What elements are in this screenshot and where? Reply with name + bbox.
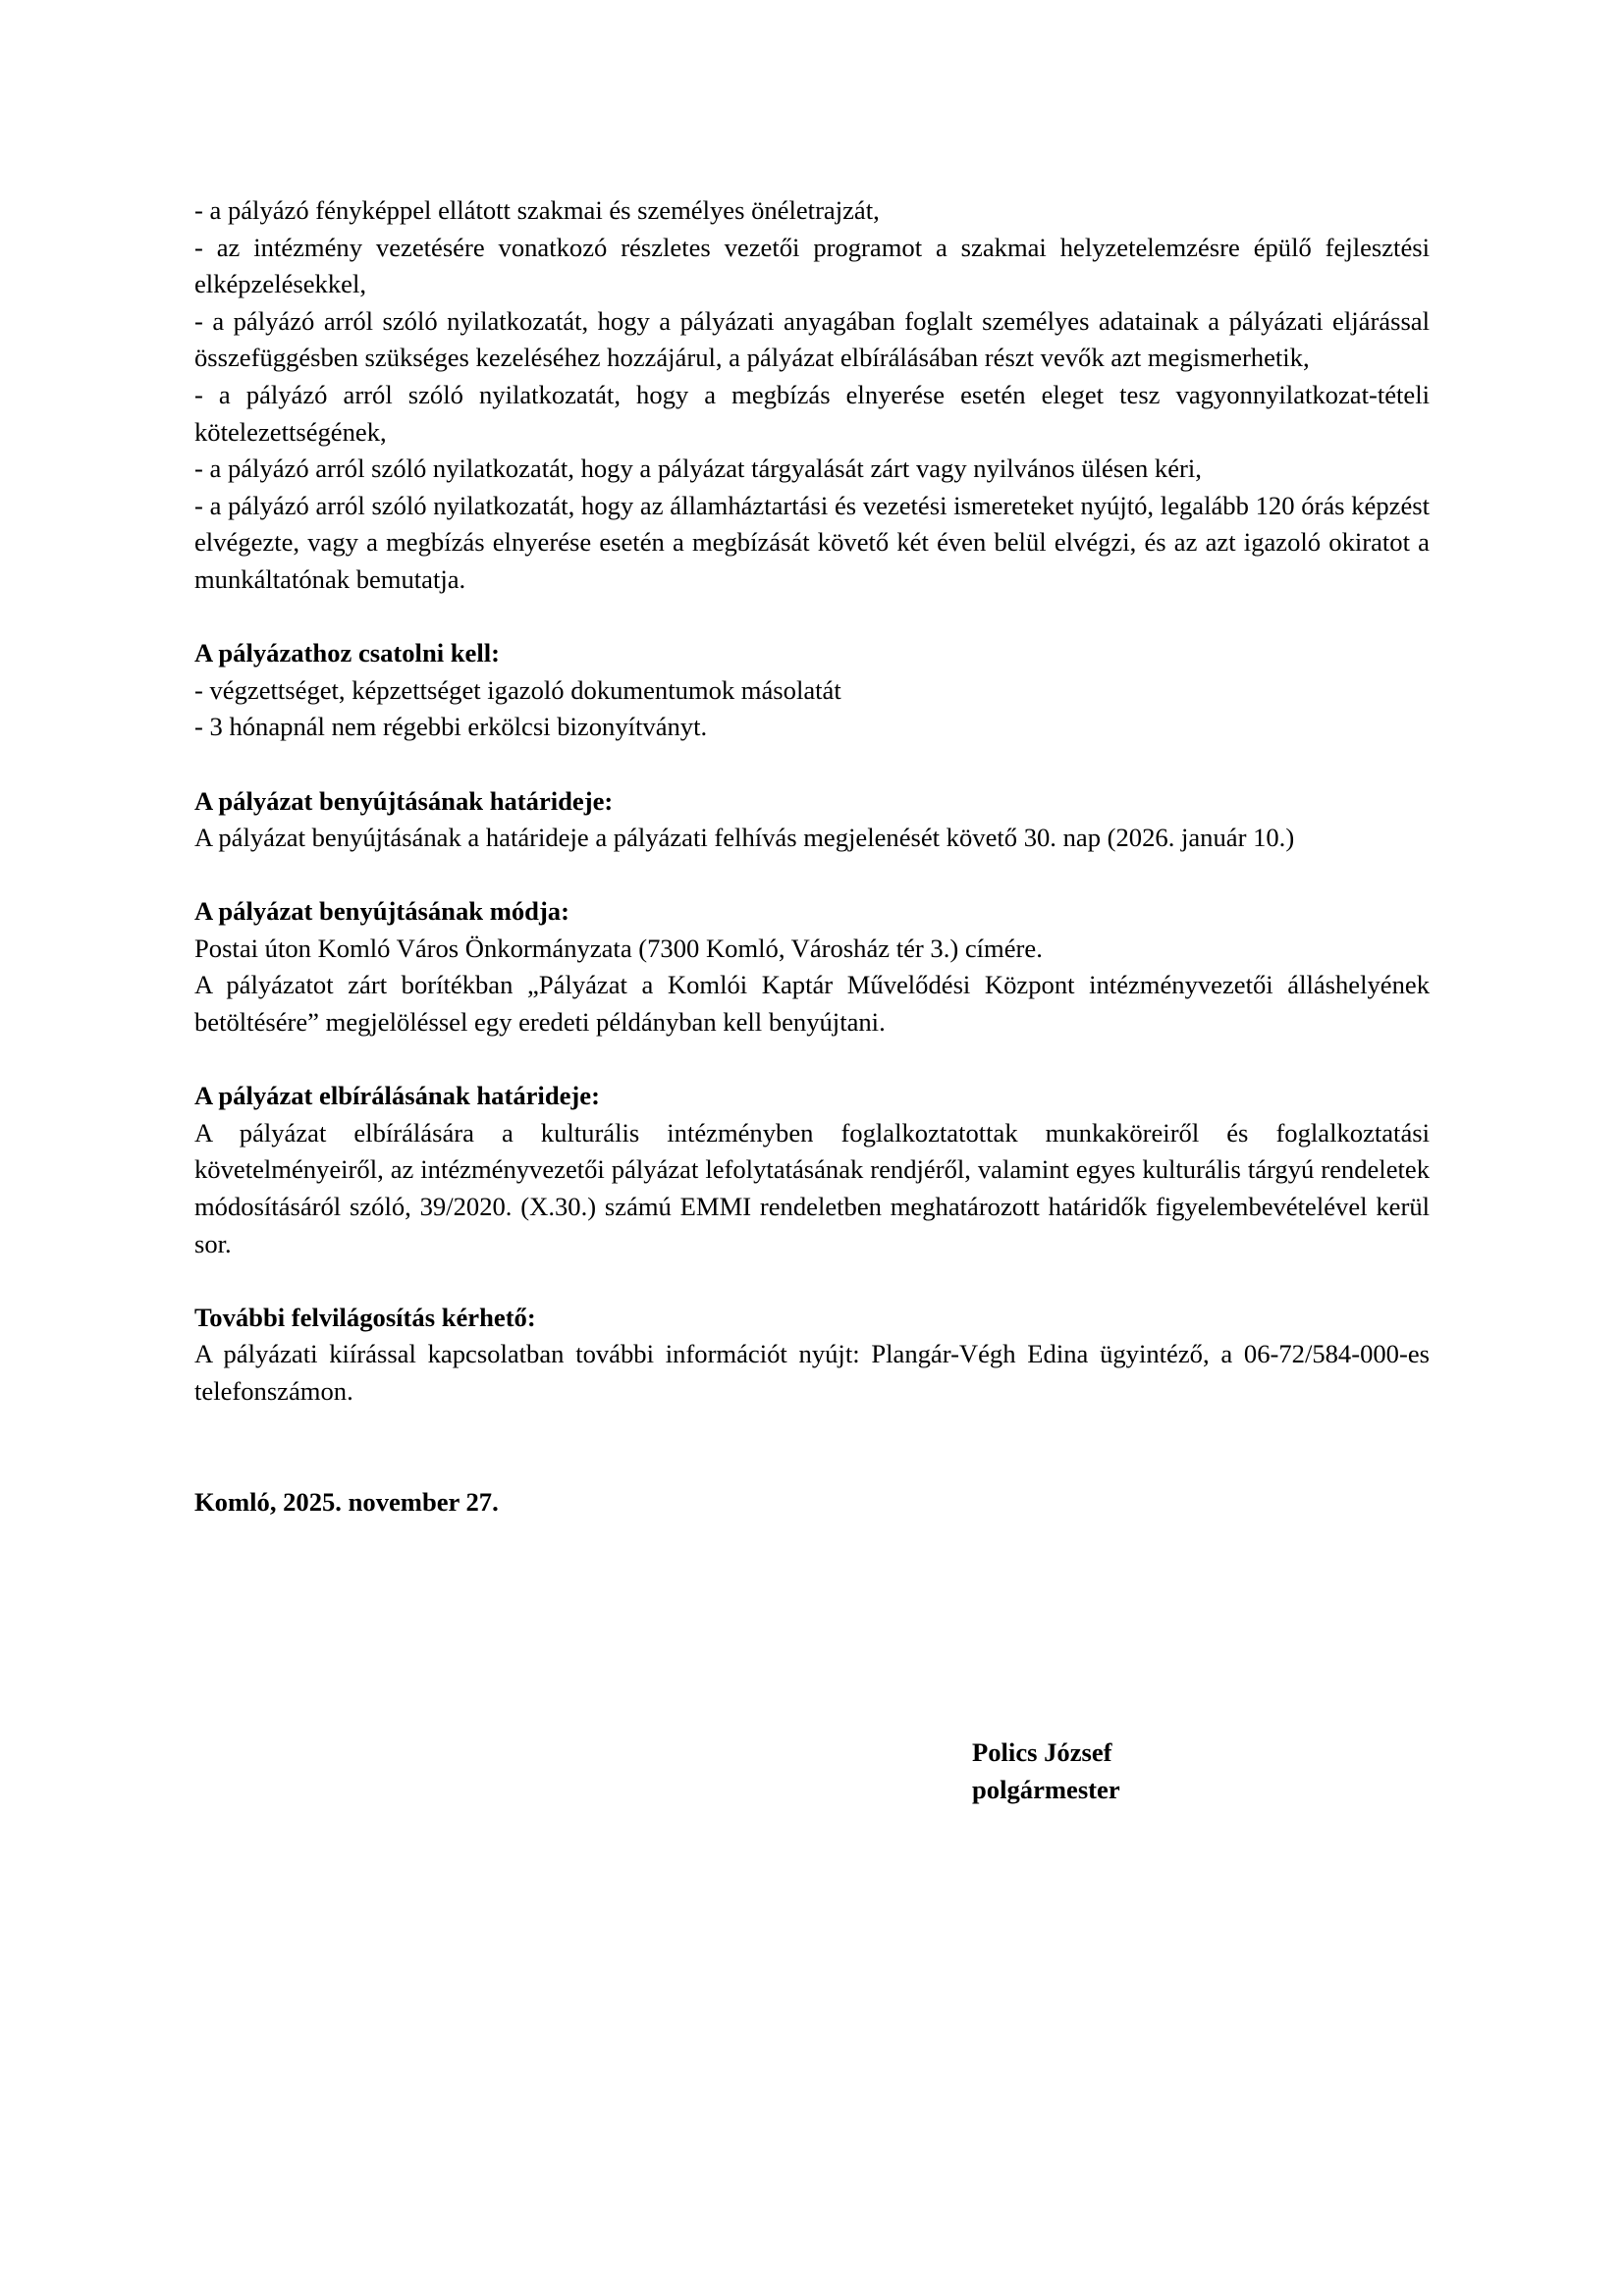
requirement-item: - a pályázó arról szóló nyilatkozatát, hogy az államháztartási és vezetési ismereteket nyújtó, legalább 120 órás képzést elvégezte, vagy a megbízás elnyerése esetén a megbízását követő két éven belül elvégzi, és az azt igazoló okiratot a munkáltatónak bemutatja. [194,490,1430,594]
section-text: A pályázatot zárt borítékban „Pályázat a Komlói Kaptár Művelődési Központ intézményvezetői álláshelyének betöltésére” megjelöléssel egy eredeti példányban kell benyújtani. [194,970,1430,1038]
submission-method-section [194,893,1430,1041]
spacer [194,746,1430,783]
section-heading: A pályázat elbírálásának határideje: [194,1081,600,1111]
attachments-section [194,635,1430,746]
further-info-section [194,1300,1430,1411]
requirement-item: - a pályázó arról szóló nyilatkozatát, hogy a megbízás elnyerése esetén eleget tesz vagyonnyilatkozat-tételi kötelezettségének, [194,379,1430,447]
spacer [194,857,1430,894]
section-text: A pályázat elbírálására a kulturális intézményben foglalkoztatottak munkaköreiről és foglalkoztatási követelményeiről, az intézményvezetői pályázat lefolytatásának rendjéről, valamint egyes kulturális tárgyú rendeletek módosításáról szóló, 39/2020. (X.30.) számú EMMI rendeletben meghatározott határidők figyelembevételével kerül sor. [194,1117,1430,1258]
signature-block [972,1735,1120,1808]
submission-deadline-section [194,783,1430,857]
requirement-item: - az intézmény vezetésére vonatkozó részletes vezetői programot a szakmai helyzetelemzésre épülő fejlesztési elképzelésekkel, [194,232,1430,299]
section-heading: A pályázathoz csatolni kell: [194,638,500,668]
evaluation-deadline-section [194,1078,1430,1262]
requirement-item: - a pályázó arról szóló nyilatkozatát, hogy a pályázat tárgyalását zárt vagy nyilvános ülésen kéri, [194,454,1202,484]
signatory-name: Polics József [972,1737,1112,1767]
section-text: A pályázati kiírással kapcsolatban további információt nyújt: Plangár-Végh Edina ügyintéző, a 06-72/584-000-es telefonszámon. [194,1339,1430,1406]
section-text: Postai úton Komló Város Önkormányzata (7300 Komló, Városház tér 3.) címére. [194,933,1043,963]
spacer [194,1411,1430,1448]
spacer [194,599,1430,636]
spacer [194,1447,1430,1484]
section-heading: A pályázat benyújtásának határideje: [194,785,614,816]
spacer [194,1262,1430,1300]
attachment-item: - végzettséget, képzettséget igazoló dokumentumok másolatát [194,674,841,705]
section-heading: A pályázat benyújtásának módja: [194,896,569,927]
requirement-item: - a pályázó fényképpel ellátott szakmai és személyes önéletrajzát, [194,195,880,225]
section-text: A pályázat benyújtásának a határideje a pályázati felhívás megjelenését követő 30. nap (2026. január 10.) [194,823,1295,853]
signatory-title: polgármester [972,1774,1120,1804]
attachment-item: - 3 hónapnál nem régebbi erkölcsi bizonyítványt. [194,712,708,742]
requirement-item: - a pályázó arról szóló nyilatkozatát, hogy a pályázati anyagában foglalt személyes adatainak a pályázati eljárással összefüggésben szükséges kezeléséhez hozzájárul, a pályázat elbírálásában részt vevők azt megismerhetik, [194,305,1430,373]
document-page [194,192,1430,1521]
place-date: Komló, 2025. november 27. [194,1486,499,1517]
requirements-list [194,192,1430,599]
section-heading: További felvilágosítás kérhető: [194,1302,536,1332]
spacer [194,1041,1430,1079]
